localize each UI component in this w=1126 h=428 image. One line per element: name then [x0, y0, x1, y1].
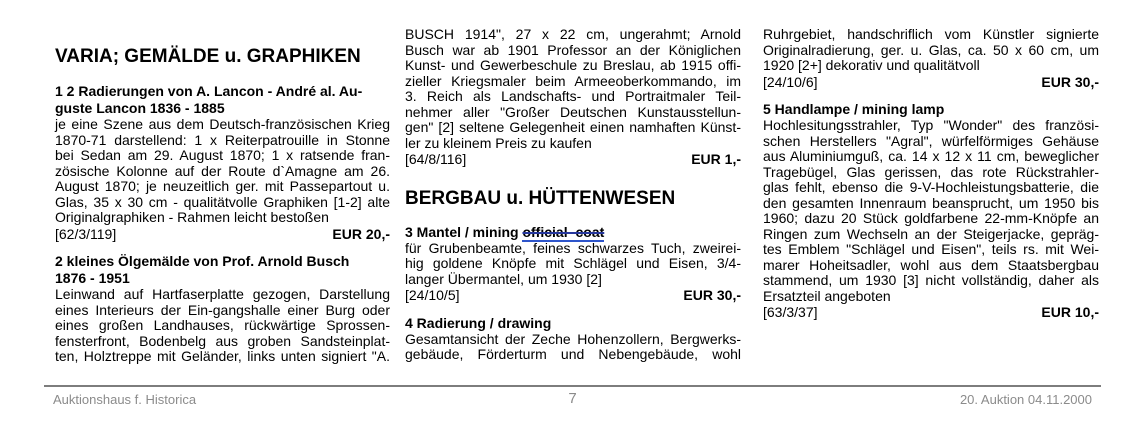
lot-price-row — [405, 152, 741, 168]
lot-price: EUR 20,- — [332, 225, 390, 242]
description-line: gen" [2] seltene Gelegenheit einen namhaften Künst- — [405, 119, 741, 135]
lot-heading-text: 3 Mantel / mining — [405, 223, 523, 240]
page-footer — [44, 385, 1101, 407]
column-3 — [763, 0, 1099, 365]
lot-reference: [63/3/37] — [763, 304, 818, 320]
description-line: Ringen zum Wechseln an der Steigerjacke, gepräg- — [763, 225, 1099, 242]
description-line: marer Hoheitsadler, wohl aus dem Staatsbergbau — [763, 256, 1099, 273]
column-2 — [405, 0, 741, 365]
column-1 — [55, 0, 390, 365]
lot-price: EUR 10,- — [1041, 304, 1099, 320]
description-line: 1960; dazu 20 Stück goldfarbene 22-mm-Knöpfe an — [763, 210, 1099, 226]
lot-reference: [24/10/6] — [763, 73, 818, 90]
lot-reference: [24/10/5] — [405, 287, 460, 303]
description-line: Hochlesitungsstrahler, Typ "Wonder" des französi- — [763, 117, 1099, 133]
lot-heading-line — [405, 224, 741, 241]
lot-heading-line: 5 Handlampe / mining lamp — [763, 101, 945, 117]
lot-heading-line: 1876 - 1951 — [55, 270, 130, 286]
description-line: eines Interieurs der Ein-gangshalle einer Burg oder — [55, 301, 390, 318]
description-line: nehmer aller "Großer Deutschen Kunstausstellun- — [405, 103, 741, 120]
lot-heading — [55, 253, 390, 287]
description-line: eines großen Landhauses, rückwärtige Sprossen- — [55, 317, 390, 333]
lot-heading — [763, 101, 1099, 118]
lot-price: EUR 30,- — [683, 287, 741, 303]
description-line: für Grubenbeamte, feines schwarzes Tuch, zweirei- — [405, 239, 741, 256]
description-line: Originalradierung, ger. u. Glas, ca. 50 x 60 cm, um — [763, 41, 1099, 58]
description-line: Glas, 35 x 30 cm - qualitätvolle Graphiken [1-2] alte — [55, 193, 390, 210]
section-title: VARIA; GEMÄLDE u. GRAPHIKEN — [55, 46, 361, 67]
section-title: BERGBAU u. HÜTTENWESEN — [405, 187, 676, 209]
lot-price-row — [763, 305, 1099, 321]
description-line: zösische Kolonne auf der Route d`Amagne am 26. — [55, 162, 390, 179]
lot-price-row — [763, 75, 1099, 91]
description-line: fensterfront, Bodenbelg aus groben Sandsteinplat- — [55, 332, 390, 349]
description-line: den gesamten Innenraum beansprucht, um 1950 bis — [763, 194, 1099, 211]
footer-auction-info: 20. Auktion 04.11.2000 — [959, 392, 1092, 407]
lot-description — [405, 241, 741, 288]
lot-description — [55, 117, 390, 226]
description-line: je eine Szene aus dem Deutsch-französischen Krieg — [55, 116, 390, 132]
lot-heading — [55, 83, 390, 117]
description-line: ler zu kleinem Preis zu kaufen — [405, 134, 592, 151]
description-line: aus Aluminiumguß, ca. 14 x 12 x 11 cm, beweglicher — [763, 148, 1099, 164]
description-line: 3. Reich als Landschafts- und Portraitmaler Teil- — [405, 88, 741, 104]
lot-heading — [405, 315, 741, 332]
columns-container — [55, 0, 1099, 365]
footer-publisher: Auktionshaus f. Historica — [53, 392, 197, 407]
lot-reference: [62/3/119] — [55, 225, 117, 242]
lot-heading-line: 1 2 Radierungen von A. Lancon - André al. Au- — [55, 83, 363, 99]
lot-heading-line: 2 kleines Ölgemälde von Prof. Arnold Busch — [55, 253, 350, 269]
lot-heading-line: 4 Radierung / drawing — [405, 314, 552, 331]
lot-price-row — [405, 288, 741, 304]
description-line: zieller Kriegsmaler beim Armeeoberkommando, im — [405, 72, 741, 89]
description-line: 1870-71 darstellend: 1 x Reiterpatrouille in Stonne — [55, 131, 390, 148]
description-line: 1920 [2+] dekorativ und qualitätvoll — [763, 57, 980, 73]
description-line: hig goldene Knöpfe mit Schlägel und Eisen, 3/4- — [405, 255, 741, 271]
description-line: gebäude, Förderturm und Nebengebäude, wohl — [405, 346, 741, 362]
lot-reference: [64/8/116] — [405, 151, 467, 167]
description-line: ten, Holztreppe mit Geländer, links unten signiert "A. — [55, 348, 390, 364]
description-line: schen Herstellers "Agral", würfelförmiges Gehäuse — [763, 132, 1099, 149]
description-line: tes Emblem "Schlägel und Eisen", teils rs. mit Wei- — [763, 241, 1099, 257]
description-line: Ersatzteil angeboten — [763, 287, 891, 304]
lot-description — [405, 332, 741, 363]
lot-price: EUR 1,- — [691, 151, 741, 167]
lot-heading-line: guste Lancon 1836 - 1885 — [55, 100, 225, 116]
description-line: Leinwand auf Hartfaserplatte gezogen, Darstellung — [55, 286, 390, 302]
lot-price-row — [55, 227, 390, 243]
lot-description — [763, 27, 1099, 74]
lot-heading — [405, 224, 741, 241]
lot-description — [763, 118, 1099, 304]
description-line: Busch war ab 1901 Professor an der Königlichen — [405, 41, 741, 58]
lot-description — [55, 287, 390, 365]
description-line: Tragebügel, Glas gerissen, das rote Rückstrahler- — [763, 163, 1099, 180]
strikethrough-text: official coat — [522, 223, 605, 240]
page-number: 7 — [568, 390, 577, 407]
description-line: Kunst- und Gewerbeschule zu Breslau, ab 1915 offi- — [405, 57, 741, 73]
description-line: bei Sedan am 29. August 1870; 1 x ratsende fran- — [55, 147, 390, 163]
description-line: glas fehlt, ebenso die 9-V-Hochleistungsbatterie, die — [763, 179, 1099, 195]
footer-row — [44, 387, 1101, 407]
description-line: August 1870; je neuzeitlich ger. mit Passepartout u. — [55, 178, 390, 194]
description-line: langer Übermantel, um 1930 [2] — [405, 270, 602, 287]
description-line: Originalgraphiken - Rahmen leicht bestoßen — [55, 209, 329, 225]
description-line: Ruhrgebiet, handschriflich vom Künstler signierte — [763, 26, 1099, 42]
lot-description — [405, 27, 741, 151]
lot-price: EUR 30,- — [1041, 73, 1099, 90]
description-line: BUSCH 1914", 27 x 22 cm, ungerahmt; Arnold — [405, 26, 741, 42]
description-line: Gesamtansicht der Zeche Hohenzollern, Bergwerks- — [405, 330, 741, 347]
description-line: stammend, um 1930 [3] nicht vollständig, daher als — [763, 272, 1099, 288]
